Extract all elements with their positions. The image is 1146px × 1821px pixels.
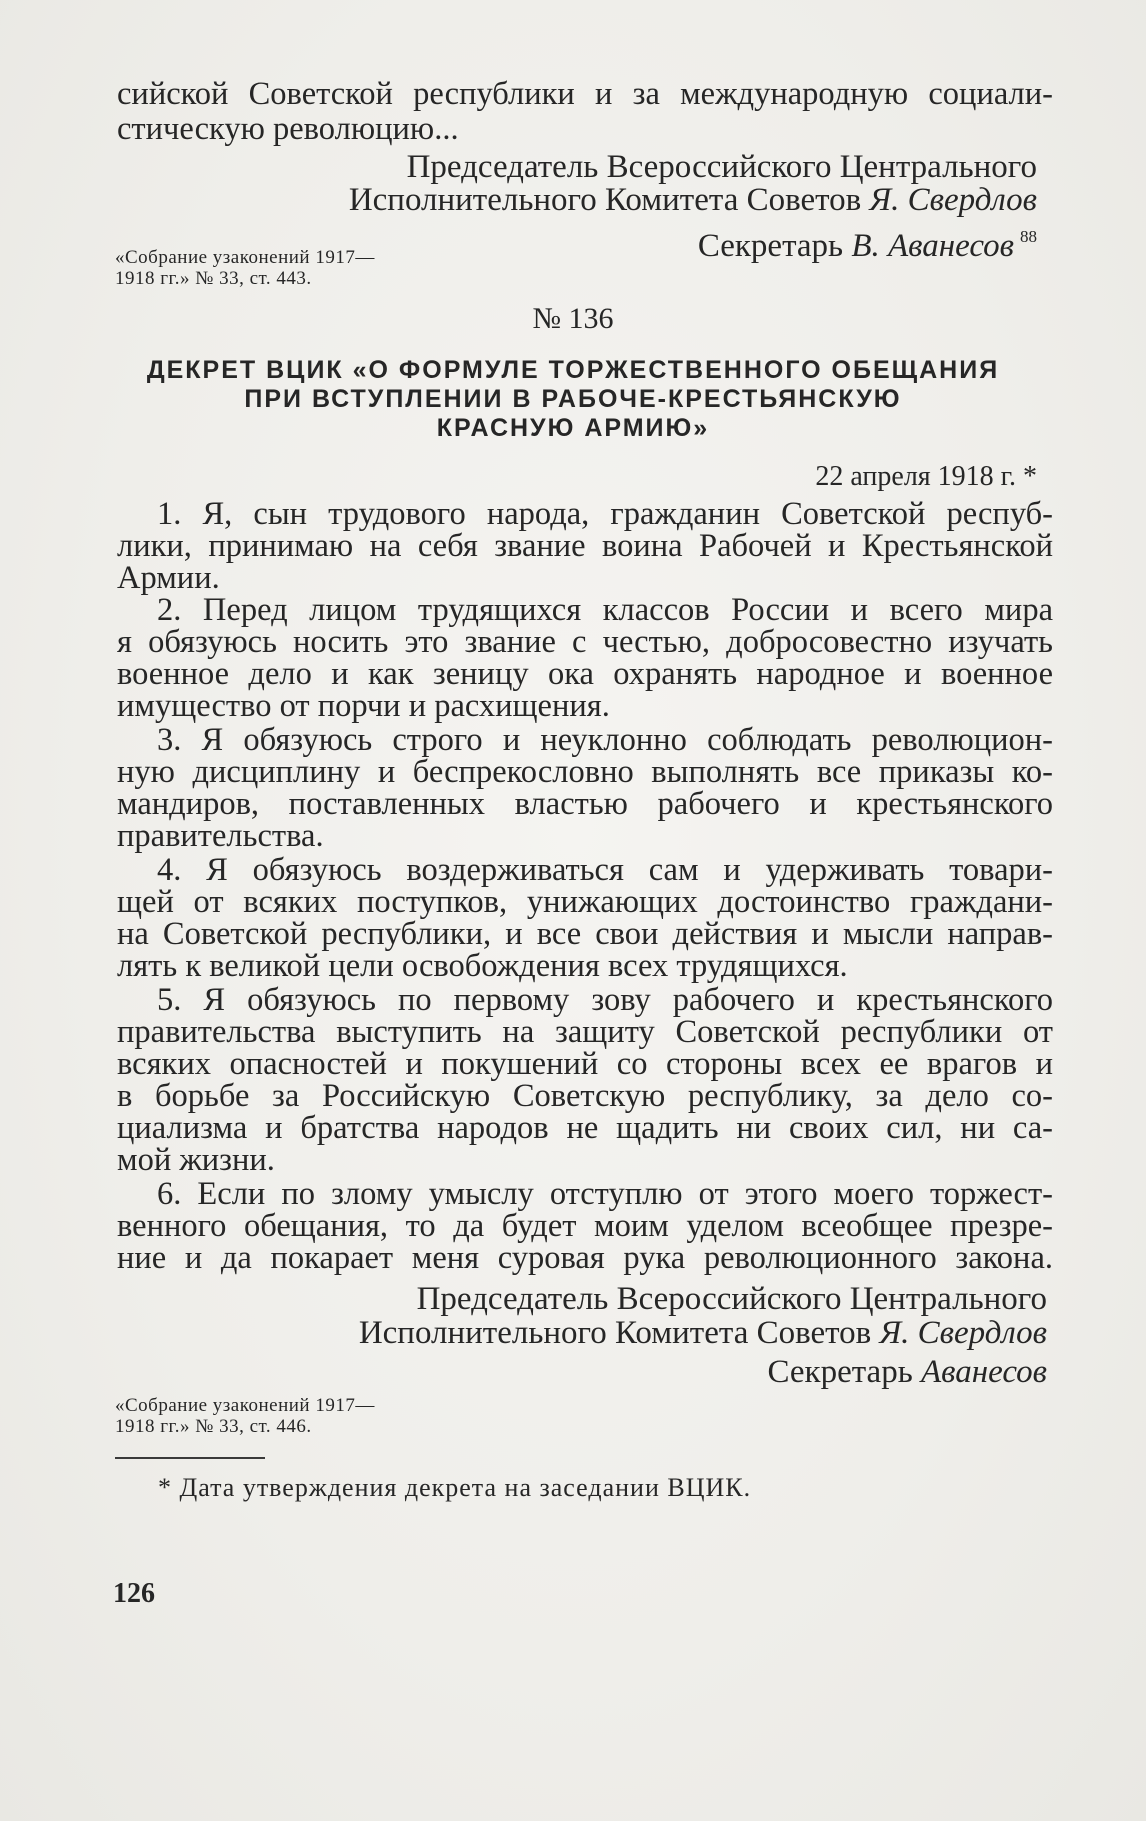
paragraph-1-line-3: Армии.	[117, 560, 220, 596]
source-line-2: 1918 гг.» № 33, ст. 446.	[115, 1416, 312, 1437]
paragraph-4-line-1: 4. Я обязуюсь воздерживаться сам и удерживать товари-	[157, 852, 1053, 888]
signature-name: Я. Свердлов	[879, 1315, 1047, 1351]
top-signature-name: Я. Свердлов	[869, 182, 1037, 218]
footnote: * Дата утверждения декрета на заседании ВЦИК.	[158, 1473, 752, 1502]
source-line-1: «Собрание узаконений 1917—	[115, 1395, 375, 1416]
secretary-label: Секретарь	[767, 1354, 921, 1390]
top-secretary-label: Секретарь	[697, 228, 852, 264]
paragraph-2-line-2: я обязуюсь носить это звание с честью, добросовестно изучать	[117, 624, 1053, 660]
footnote-ref-88: 88	[1020, 227, 1037, 246]
top-signature-line-2	[117, 183, 1037, 217]
paragraph-1-line-1: 1. Я, сын трудового народа, гражданин Советской респуб-	[157, 496, 1053, 532]
top-text-line-2: стическую революцию...	[117, 111, 459, 147]
document-number: № 136	[532, 302, 614, 335]
page-number: 126	[113, 1578, 155, 1609]
paragraph-4-line-2: щей от всяких поступков, унижающих достоинство граждани-	[117, 884, 1053, 920]
paragraph-3-line-2: ную дисциплину и беспрекословно выполнять все приказы ко-	[117, 754, 1053, 790]
document-title-line-3: КРАСНУЮ АРМИЮ»	[436, 414, 710, 442]
paragraph-5-line-2: правительства выступить на защиту Советской республики от	[117, 1014, 1053, 1050]
paragraph-5-line-4: в борьбе за Российскую Советскую республику, за дело со-	[117, 1078, 1053, 1114]
paragraph-3-line-3: мандиров, поставленных властью рабочего и крестьянского	[117, 786, 1053, 822]
paragraph-6-line-3: ние и да покарает меня суровая рука революционного закона.	[117, 1240, 1053, 1276]
paragraph-4-line-4: лять к великой цели освобождения всех трудящихся.	[117, 948, 848, 984]
secretary-line	[117, 1355, 1047, 1389]
paragraph-6-line-1: 6. Если по злому умыслу отступлю от этого моего торжест-	[157, 1176, 1053, 1212]
top-source-line-1: «Собрание узаконений 1917—	[115, 247, 375, 268]
paragraph-6-line-2: венного обещания, то да будет моим уделом всеобщее презре-	[117, 1208, 1053, 1244]
paragraph-5-line-5: циализма и братства народов не щадить ни своих сил, ни са-	[117, 1110, 1053, 1146]
paragraph-5-line-6: мой жизни.	[117, 1142, 275, 1178]
document-title-line-1: ДЕКРЕТ ВЦИК «О ФОРМУЛЕ ТОРЖЕСТВЕННОГО ОБЕЩАНИЯ	[146, 356, 1000, 384]
top-source-line-2: 1918 гг.» № 33, ст. 443.	[115, 268, 312, 289]
footnote-divider	[115, 1457, 265, 1459]
paragraph-4-line-3: на Советской республики, и все свои действия и мысли направ-	[117, 916, 1053, 952]
paragraph-2-line-4: имущество от порчи и расхищения.	[117, 688, 610, 724]
top-secretary-name: В. Аванесов	[851, 228, 1014, 264]
signature-line-1: Председатель Всероссийского Центрального	[416, 1281, 1047, 1317]
paragraph-2-line-3: военное дело и как зеницу ока охранять народное и военное	[117, 656, 1053, 692]
paragraph-2-line-1: 2. Перед лицом трудящихся классов России и всего мира	[157, 592, 1053, 628]
top-signature-text: Исполнительного Комитета Советов	[348, 182, 870, 218]
paragraph-5-line-3: всяких опасностей и покушений со стороны всех ее врагов и	[117, 1046, 1053, 1082]
signature-text: Исполнительного Комитета Советов	[358, 1315, 880, 1351]
top-text-line-1: сийской Советской республики и за международную социали-	[117, 76, 1053, 112]
paragraph-3-line-1: 3. Я обязуюсь строго и неуклонно соблюдать революцион-	[157, 722, 1053, 758]
paragraph-5-line-1: 5. Я обязуюсь по первому зову рабочего и крестьянского	[157, 982, 1053, 1018]
secretary-name: Аванесов	[921, 1354, 1047, 1390]
paragraph-3-line-4: правительства.	[117, 818, 324, 854]
document-title-line-2: ПРИ ВСТУПЛЕНИИ В РАБОЧЕ-КРЕСТЬЯНСКУЮ	[244, 385, 902, 413]
document-date: 22 апреля 1918 г. *	[815, 461, 1037, 492]
top-signature-line-1: Председатель Всероссийского Центрального	[406, 149, 1037, 185]
signature-line-2	[117, 1316, 1047, 1350]
paragraph-1-line-2: лики, принимаю на себя звание воина Рабочей и Крестьянской	[117, 528, 1053, 564]
